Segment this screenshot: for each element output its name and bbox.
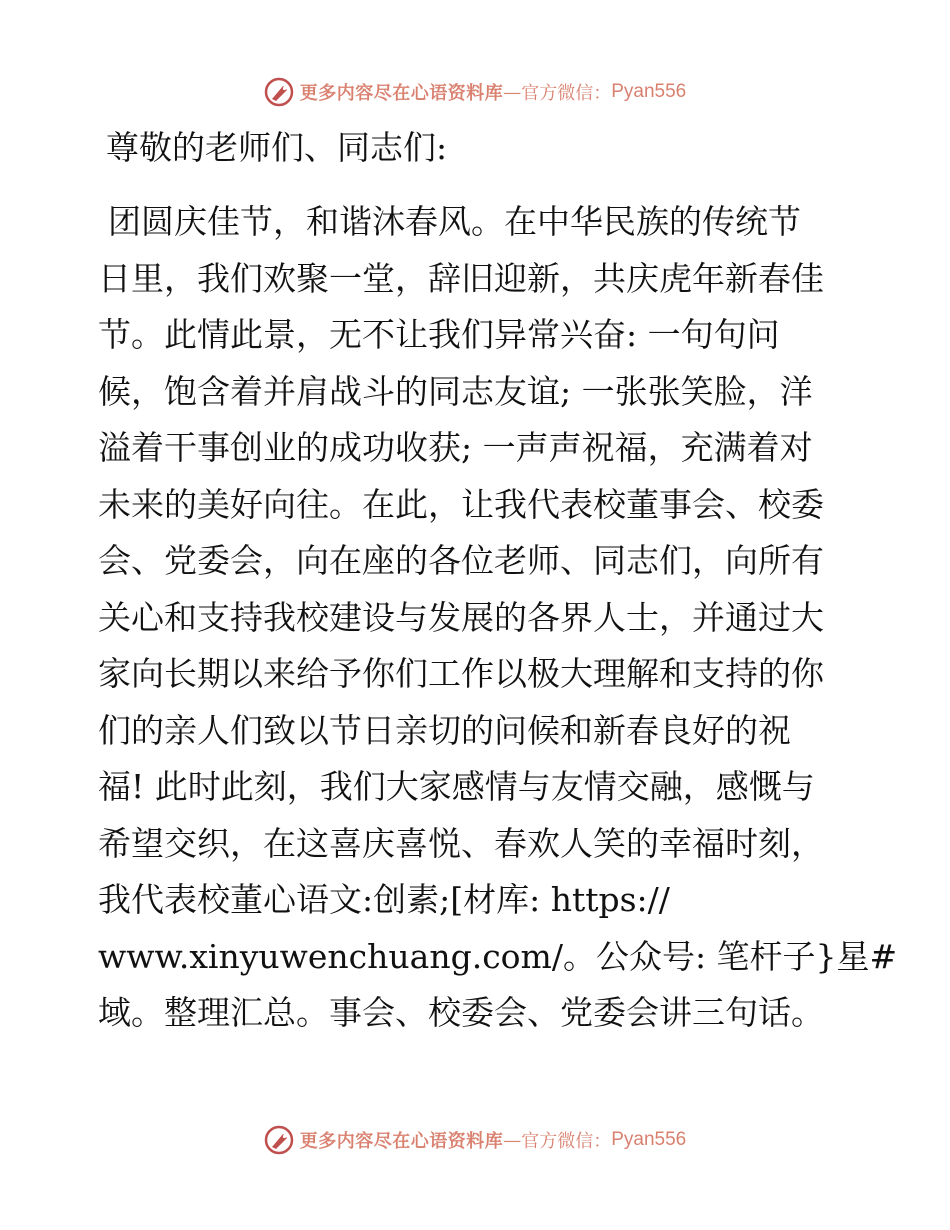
body-line: 域。整理汇总。事会、校委会、党委会讲三句话。: [98, 993, 824, 1032]
body-line: 家向长期以来给予你们工作以极大理解和支持的你: [98, 654, 824, 693]
banner-wechat-label: 官方微信：: [521, 83, 612, 104]
footer-watermark-banner: [0, 1120, 950, 1160]
body-line: 团圆庆佳节，和谐沐春风。在中华民族的传统节: [108, 202, 801, 241]
banner-separator: —: [503, 1129, 522, 1151]
body-line: 溢着干事创业的成功收获; 一声声祝福，充满着对: [98, 428, 813, 467]
pen-nib-logo-icon: [264, 1125, 294, 1155]
body-line: 希望交织，在这喜庆喜悦、春欢人笑的幸福时刻，: [98, 823, 824, 863]
banner-wechat-id: Pyan556: [611, 81, 687, 102]
banner-main-text: 更多内容尽在心语资料库: [299, 83, 504, 104]
body-line: 关心和支持我校建设与发展的各界人士，并通过大: [98, 597, 824, 637]
body-paragraph: [98, 198, 898, 1046]
pen-nib-logo-icon: [264, 77, 294, 107]
body-line: 未来的美好向往。在此，让我代表校董事会、校委: [98, 484, 824, 524]
body-line: 福! 此时此刻，我们大家感情与友情交融，感慨与: [98, 767, 815, 806]
banner-wechat-label: 官方微信：: [521, 1131, 612, 1152]
body-line: 们的亲人们致以节日亲切的问候和新春良好的祝: [98, 710, 791, 750]
banner-separator: —: [503, 81, 522, 103]
banner-main-text: 更多内容尽在心语资料库: [299, 1131, 504, 1152]
body-line: 节。此情此景，无不让我们异常兴奋: 一句句问: [98, 315, 780, 354]
salutation: 尊敬的老师们、同志们:: [106, 128, 448, 167]
body-line: www.xinyuwenchuang.com/。公众号: 笔杆子}星#: [98, 936, 898, 976]
body-line: 候，饱含着并肩战斗的同志友谊; 一张张笑脸，洋: [98, 371, 813, 411]
body-line: 日里，我们欢聚一堂，辞旧迎新，共庆虎年新春佳: [98, 258, 824, 298]
body-line: 会、党委会，向在座的各位老师、同志们，向所有: [98, 541, 824, 580]
body-line: 我代表校董心语文:创素;[材库: https://: [98, 880, 670, 919]
banner-wechat-id: Pyan556: [611, 1129, 687, 1150]
header-watermark-banner: [0, 72, 950, 112]
